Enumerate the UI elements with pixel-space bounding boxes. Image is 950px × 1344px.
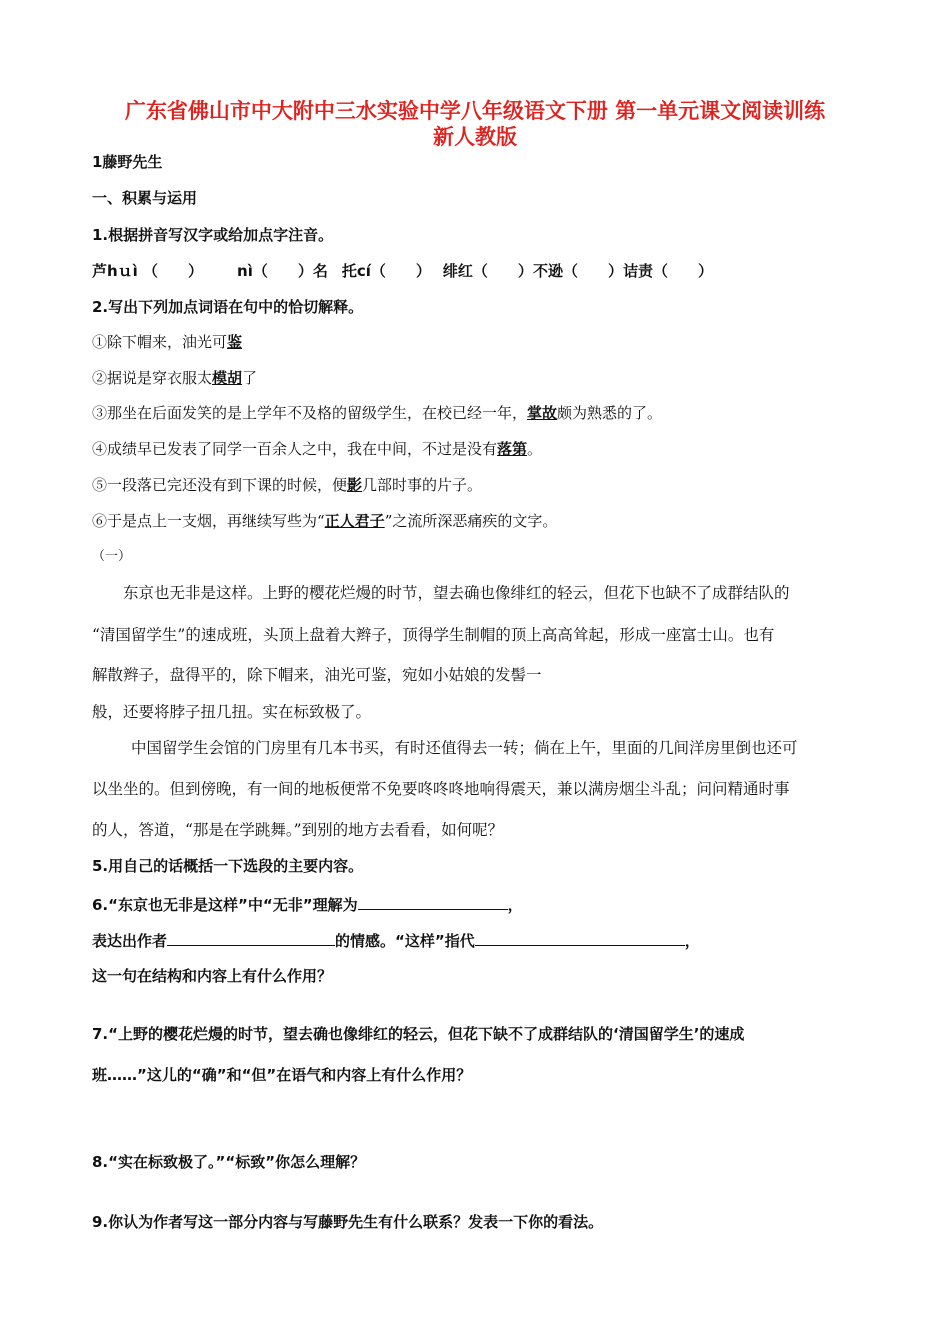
- question-1-prompt: 1.根据拼音写汉字或给加点字注音。: [92, 226, 334, 244]
- question-7-line-1: 7.“上野的樱花烂熳的时节，望去确也像绯红的轻云，但花下缺不了成群结队的‘清国留学生’的速成: [92, 1025, 745, 1043]
- answer-blank[interactable]: [358, 893, 508, 910]
- question-8: 8.“实在标致极了。”“标致”你怎么理解？: [92, 1153, 366, 1171]
- q1-item: 绯红（ ）: [442, 262, 533, 280]
- passage-line: 东京也无非是这样。上野的樱花烂熳的时节，望去确也像绯红的轻云，但花下也缺不了成群结队的: [123, 584, 790, 602]
- answer-blank[interactable]: [167, 929, 335, 946]
- q2-item-4: ④成绩早已发表了同学一百余人之中，我在中间，不过是没有落第。: [92, 440, 543, 458]
- question-6-line-1: 6.“东京也无非是这样”中“无非”理解为 ，: [92, 893, 523, 915]
- marked-word: 落第: [497, 440, 528, 458]
- passage-label: （一）: [92, 549, 132, 564]
- q1-item: 诘责（ ）: [622, 262, 713, 280]
- question-9: 9.你认为作者写这一部分内容与写藤野先生有什么联系？发表一下你的看法。: [92, 1213, 604, 1231]
- question-1-items: [92, 261, 713, 281]
- question-6-line-2: 表达出作者 的情感。“这样”指代 ，: [92, 929, 700, 951]
- marked-word: 正人君子: [324, 512, 385, 530]
- q2-item-5: ⑤一段落已完还没有到下课的时候，便影几部时事的片子。: [92, 476, 483, 494]
- q2-item-3: ③那坐在后面发笑的是上学年不及格的留级学生，在校已经一年，掌故颇为熟悉的了。: [92, 404, 663, 422]
- marked-word: 掌故: [527, 404, 558, 422]
- q2-item-1: ①除下帽来，油光可鉴: [92, 333, 243, 351]
- q1-item: 托cí（ ）: [341, 262, 431, 280]
- passage-line: 以坐坐的。但到傍晚，有一间的地板便常不免要咚咚咚地响得震天，兼以满房烟尘斗乱；问问精通时事: [92, 780, 790, 798]
- answer-blank[interactable]: [475, 929, 685, 946]
- marked-word: 鉴: [227, 333, 243, 351]
- passage-line: “清国留学生”的速成班，头顶上盘着大辫子，顶得学生制帽的顶上高高耸起，形成一座富士山。也有: [92, 626, 775, 644]
- question-5: 5.用自己的话概括一下选段的主要内容。: [92, 857, 364, 875]
- marked-word: 模胡: [212, 369, 243, 387]
- passage-line: 中国留学生会馆的门房里有几本书买，有时还值得去一转；倘在上午，里面的几间洋房里倒也还可: [131, 739, 798, 757]
- lesson-heading: 1藤野先生: [92, 153, 163, 171]
- q1-item: nì（ ）名: [237, 262, 328, 280]
- question-2-prompt: 2.写出下列加点词语在句中的恰切解释。: [92, 298, 364, 316]
- q1-item: 不逊（ ）: [532, 262, 623, 280]
- question-7-line-2: 班……”这儿的“确”和“但”在语气和内容上有什么作用？: [92, 1066, 472, 1084]
- q2-item-2: ②据说是穿衣服太模胡了: [92, 369, 258, 387]
- marked-word: 影: [347, 476, 363, 494]
- passage-line: 解散辫子，盘得平的，除下帽来，油光可鉴，宛如小姑娘的发髻一: [92, 666, 542, 684]
- q1-item: 芦hｕì （ ）: [92, 262, 204, 280]
- question-6-line-3: 这一句在结构和内容上有什么作用？: [92, 967, 333, 985]
- document-title-line-1: 广东省佛山市中大附中三水实验中学八年级语文下册 第一单元课文阅读训练: [124, 99, 826, 123]
- passage-line: 的人，答道，“那是在学跳舞。”到别的地方去看看，如何呢？: [92, 821, 504, 839]
- q2-item-6: ⑥于是点上一支烟，再继续写些为“正人君子”之流所深恶痛疾的文字。: [92, 512, 558, 530]
- passage-line: 般，还要将脖子扭几扭。实在标致极了。: [92, 703, 372, 721]
- section-heading: 一、积累与运用: [92, 189, 198, 207]
- document-title-line-2: 新人教版: [433, 125, 517, 149]
